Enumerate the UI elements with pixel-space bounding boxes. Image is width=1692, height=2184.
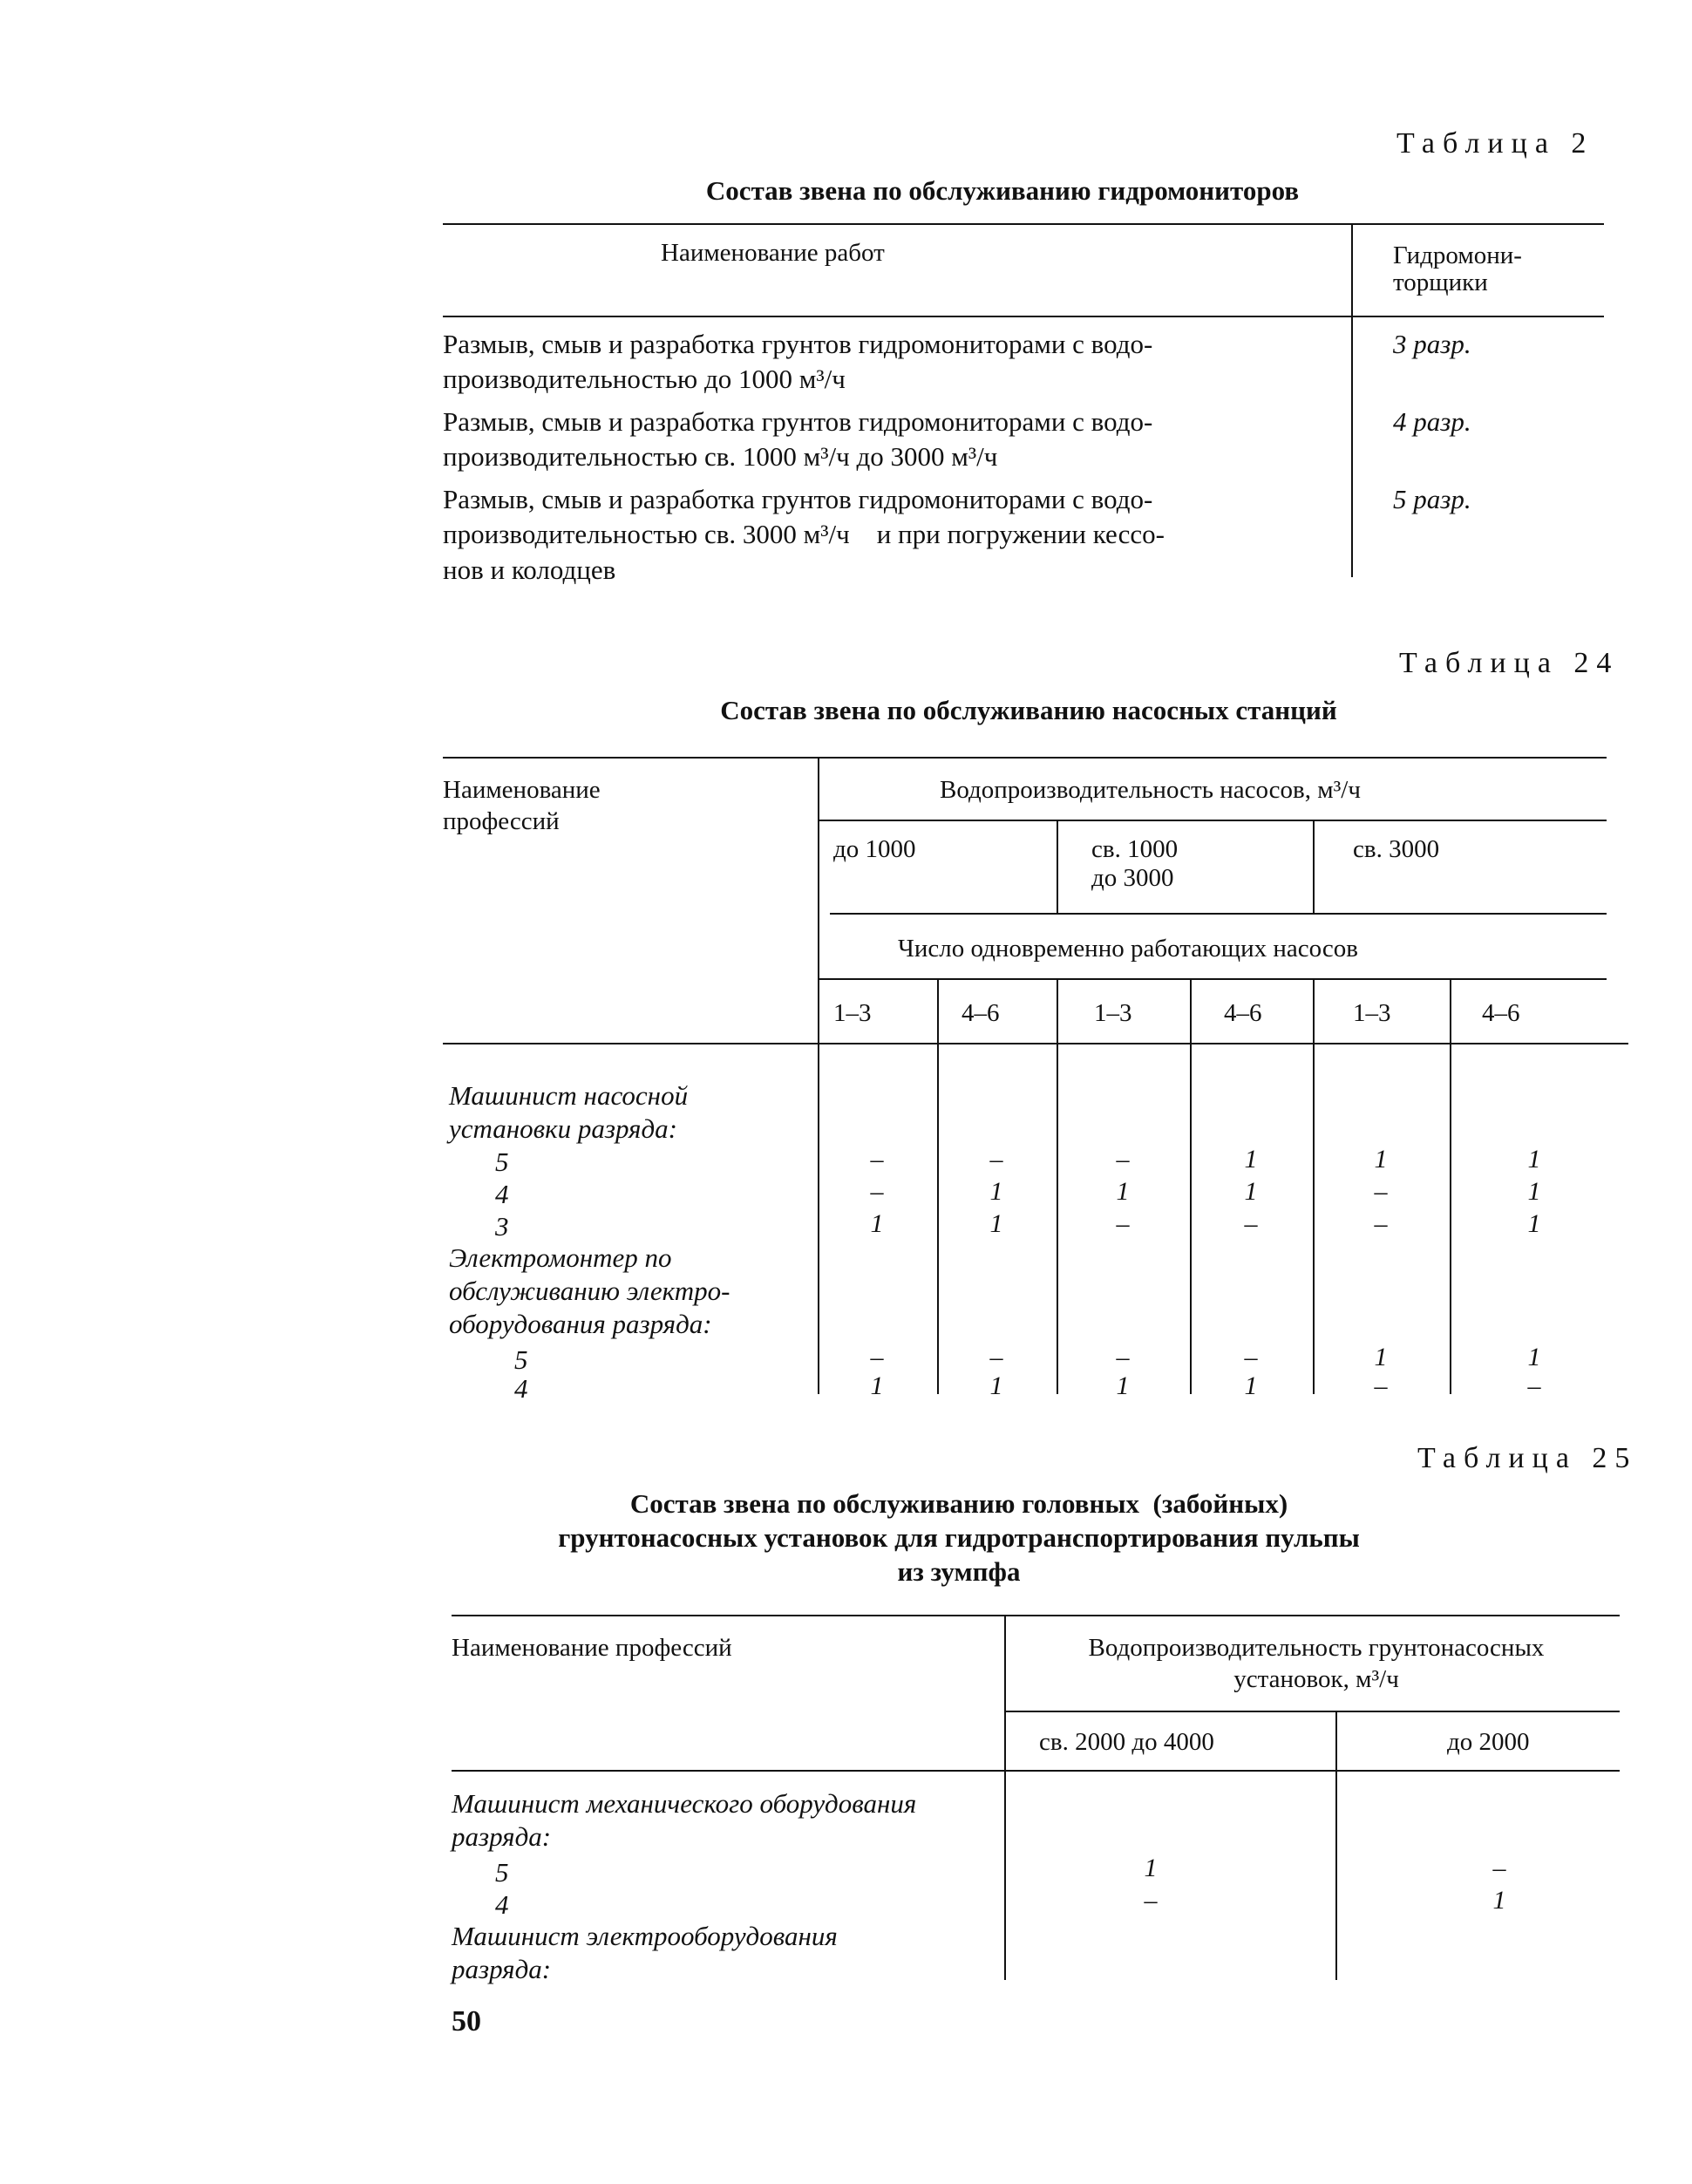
table24-header-count: Число одновременно работающих насосов	[898, 935, 1358, 963]
table24-cell: –	[870, 1145, 884, 1174]
table24-group-1-line1: Машинист насосной	[449, 1080, 689, 1111]
table23-header-rule	[443, 316, 1604, 317]
table23-row-2	[443, 405, 1332, 475]
table23-row-1-grade: 3 разр.	[1393, 329, 1471, 359]
table23-row-3	[443, 482, 1332, 588]
table24-cell: –	[1374, 1209, 1388, 1238]
table25-header-profession: Наименование профессий	[452, 1634, 732, 1662]
table24-group-2-label	[449, 1242, 730, 1341]
table23-row-3-grade: 5 разр.	[1393, 484, 1471, 514]
table25-caption-line3: из зумпфа	[897, 1555, 1021, 1587]
table24-col-divider-2	[937, 979, 939, 1394]
table23-col-divider	[1351, 224, 1353, 577]
table25-number: Таблица 25	[1417, 1442, 1638, 1474]
table24-col-divider-5	[1313, 979, 1315, 1394]
table24-grade-4a: 4	[495, 1179, 509, 1209]
table24-count-2: 4–6	[962, 999, 1000, 1027]
page-number: 50	[452, 2005, 481, 2038]
table24-cell: –	[1374, 1371, 1388, 1400]
table24-group-1-line2: установки разряда:	[449, 1113, 677, 1144]
table24-cell: 1	[1116, 1371, 1130, 1400]
table24-grade-4b: 4	[514, 1373, 528, 1404]
table24-cell: 1	[1527, 1145, 1541, 1174]
table24-count-rule	[818, 978, 1607, 980]
table24-group-2-line1: Электромонтер по	[449, 1242, 672, 1273]
table24-cell: –	[1527, 1371, 1541, 1400]
table25-group-1-line1: Машинист механического оборудования	[452, 1788, 917, 1819]
table23-header-work: Наименование работ	[661, 239, 885, 267]
table24-cell: –	[1244, 1343, 1258, 1371]
table23-header-workers-1: Гидромони-	[1393, 242, 1522, 269]
table24-cell: –	[1116, 1145, 1130, 1174]
table24-header-capacity: Водопроизводительность насосов, м³/ч	[940, 776, 1361, 804]
table23-number: Таблица 2	[1396, 127, 1594, 160]
table23-header-workers-2: торщики	[1393, 269, 1488, 296]
table25-caption	[488, 1487, 1430, 1589]
table24-cell: 1	[1374, 1343, 1388, 1371]
table24-cap-group-1: до 1000	[833, 835, 916, 863]
table24-col-divider-4	[1190, 979, 1192, 1394]
table24-cell: 1	[989, 1209, 1003, 1238]
table25-row-5-b: –	[1492, 1854, 1506, 1882]
table24-cap-divider-2	[1313, 820, 1315, 914]
table24-cell: 1	[1527, 1343, 1541, 1371]
table25-group-1-label	[452, 1787, 916, 1854]
table24-cell: 1	[1527, 1177, 1541, 1206]
table25-top-rule	[452, 1615, 1620, 1616]
table24-top-rule	[443, 757, 1607, 759]
table24-group-1-label	[449, 1079, 688, 1146]
table24-cell: –	[1374, 1177, 1388, 1206]
table23-row-2-line1: Размыв, смыв и разработка грунтов гидромониторами с водо-	[443, 406, 1153, 437]
table24-cell: –	[870, 1343, 884, 1371]
table24-cap-divider-1	[1057, 820, 1058, 914]
table23-row-1	[443, 327, 1332, 398]
table23-row-3-line1: Размыв, смыв и разработка грунтов гидромониторами с водо-	[443, 484, 1153, 514]
table24-grade-5b: 5	[514, 1344, 528, 1375]
table24-cell: 1	[1244, 1371, 1258, 1400]
table23-row-3-line2: производительностью св. 3000 м³/ч и при погружении кессо-	[443, 519, 1165, 550]
table24-count-5: 1–3	[1353, 999, 1391, 1027]
table24-cell: 1	[1116, 1177, 1130, 1206]
table23-row-3-line3: нов и колодцев	[443, 554, 616, 585]
table24-cell: 1	[870, 1371, 884, 1400]
table25-header-bottom-rule	[452, 1770, 1620, 1772]
table23-row-2-line2: производительностью св. 1000 м³/ч до 3000 м³/ч	[443, 441, 998, 473]
table24-cell: –	[1116, 1343, 1130, 1371]
table24-header-profession-1: Наименование	[443, 776, 601, 804]
table24-col-divider-6	[1450, 979, 1451, 1394]
table24-header-profession	[443, 774, 601, 838]
table24-number: Таблица 24	[1399, 647, 1620, 679]
table23-row-1-line1: Размыв, смыв и разработка грунтов гидромониторами с водо-	[443, 329, 1153, 359]
table25-col-a: св. 2000 до 4000	[1039, 1728, 1214, 1756]
table25-caption-line1: Состав звена по обслуживанию головных (забойных)	[629, 1488, 1288, 1519]
table25-caption-line2: грунтонасосных установок для гидротранспортирования пульпы	[558, 1521, 1360, 1553]
table23-row-1-line2: производительностью до 1000 м³/ч	[443, 364, 846, 395]
table25-group-2-line2: разряда:	[452, 1954, 552, 1984]
table25-col-b: до 2000	[1447, 1728, 1530, 1756]
table24-grade-5a: 5	[495, 1146, 509, 1177]
table25-header-capacity	[1011, 1632, 1621, 1696]
table25-group-2-label	[452, 1920, 838, 1986]
table24-count-1: 1–3	[833, 999, 872, 1027]
table24-col-divider-3	[1057, 979, 1058, 1394]
table24-group-2-line2: обслуживанию электро-	[449, 1276, 730, 1306]
table24-cell: 1	[989, 1371, 1003, 1400]
table24-caption: Состав звена по обслуживанию насосных станций	[720, 695, 1337, 725]
table23-caption: Состав звена по обслуживанию гидромониторов	[705, 175, 1300, 206]
table24-capacity-rule	[818, 820, 1607, 821]
table24-count-3: 1–3	[1094, 999, 1132, 1027]
table25-row-5-a: 1	[1144, 1854, 1158, 1882]
table24-cap-groups-rule	[830, 913, 1607, 915]
table24-cap-group-2-line1: св. 1000	[1091, 835, 1179, 863]
table24-cell: –	[989, 1343, 1003, 1371]
table24-group-2-line3: оборудования разряда:	[449, 1309, 712, 1339]
table25-capacity-rule	[1004, 1711, 1620, 1712]
table24-header-profession-2: профессий	[443, 807, 560, 836]
table23-row-2-grade: 4 разр.	[1393, 406, 1471, 437]
table24-col-divider-main	[818, 758, 819, 1394]
table24-cell: 1	[1244, 1177, 1258, 1206]
table24-cell: –	[989, 1145, 1003, 1174]
table25-header-capacity-1: Водопроизводительность грунтонасосных	[1088, 1634, 1545, 1662]
table25-row-4-b: 1	[1492, 1886, 1506, 1915]
table24-cap-group-3: св. 3000	[1353, 835, 1440, 863]
table25-group-1-line2: разряда:	[452, 1821, 552, 1852]
table24-grade-3a: 3	[495, 1211, 509, 1242]
table24-cell: 1	[1244, 1145, 1258, 1174]
table24-cap-group-2-line2: до 3000	[1091, 864, 1174, 892]
table24-cell: –	[870, 1177, 884, 1206]
table24-cell: 1	[1527, 1209, 1541, 1238]
table23-top-rule	[443, 223, 1604, 225]
table25-row-4-a: –	[1144, 1886, 1158, 1915]
table24-cell: 1	[1374, 1145, 1388, 1174]
table24-cell: 1	[870, 1209, 884, 1238]
table25-grade-5: 5	[495, 1857, 509, 1888]
table24-cell: –	[1116, 1209, 1130, 1238]
table25-col-divider-2	[1335, 1711, 1337, 1980]
table24-cap-group-2	[1091, 835, 1178, 893]
table24-cell: 1	[989, 1177, 1003, 1206]
table24-cell: –	[1244, 1209, 1258, 1238]
table24-count-6: 4–6	[1482, 999, 1520, 1027]
table25-col-divider-main	[1004, 1616, 1006, 1980]
table25-group-2-line1: Машинист электрооборудования	[452, 1921, 838, 1951]
table25-header-capacity-2: установок, м³/ч	[1233, 1665, 1399, 1694]
table24-count-4: 4–6	[1224, 999, 1262, 1027]
table25-grade-4: 4	[495, 1889, 509, 1920]
